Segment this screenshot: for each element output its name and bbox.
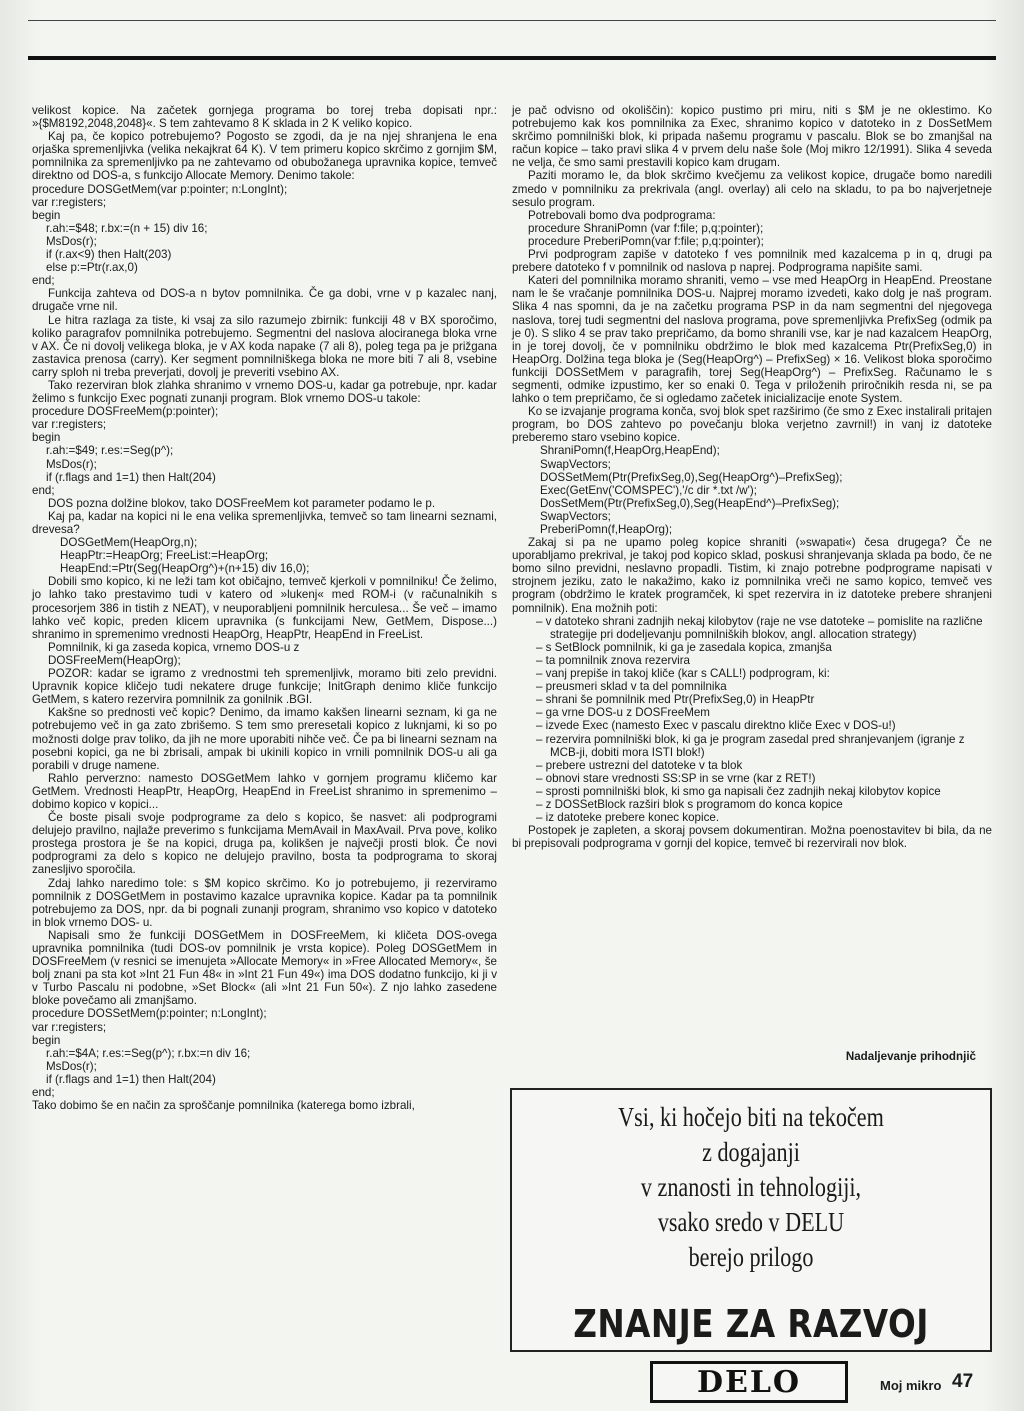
code-line: SwapVectors; bbox=[540, 509, 611, 523]
code-line: SwapVectors; bbox=[540, 457, 611, 471]
paragraph: Postopek je zapleten, a skoraj povsem dokumentiran. Možna poenostavitev bi bila, da ne bi prepisovali podprograma v gornji del kopice, temveč bi rezervirali nov blok. bbox=[512, 824, 992, 851]
list-item: – prebere ustrezni del datoteke v ta blok bbox=[536, 758, 743, 772]
code-line: MsDos(r); bbox=[46, 457, 97, 471]
code-line: begin bbox=[32, 208, 61, 222]
paragraph: Potrebovali bomo dva podprograma: bbox=[528, 208, 716, 222]
list-item: – preusmeri sklad v ta del pomnilnika bbox=[536, 680, 727, 694]
promo-headline: ZNANJE ZA RAZVOJ bbox=[573, 1302, 929, 1346]
code-line: MsDos(r); bbox=[46, 234, 97, 248]
promo-line: z dogajanji bbox=[702, 1137, 800, 1167]
header-rule bbox=[28, 56, 996, 60]
paragraph: Funkcija zahteva od DOS-a n bytov pomnilnika. Če ga dobi, vrne v p kazalec nanj, drugače vrne nil. bbox=[32, 287, 497, 314]
paragraph: Kaj pa, če kopico potrebujemo? Pogosto se zgodi, da je na njej shranjena le ena orjaška spremenljivka (velika nekajkrat 64 K). V tem primeru kopico skrčimo z gornjim $M, pomnilnika za spremenljivko pa ne zahtevamo od obubožanega upravnika kopice, temveč direktno od DOS-a, s funkcijo Allocate Memory. Denimo takole: bbox=[32, 130, 497, 183]
paragraph: Zdaj lahko naredimo tole: s $M kopico skrčimo. Ko jo potrebujemo, ji rezerviramo pomnilnik z DOSGetMem in postavimo kazalce upravnika kopice. Kadar pa ta pomnilnik potrebujemo za DOS, npr. da bi pognali zunanji program, shranimo vso kopico v datoteko in blok vrnemo DOS- u. bbox=[32, 876, 497, 929]
promo-box bbox=[510, 1088, 992, 1352]
list-item: – v datoteko shrani zadnjih nekaj kilobytov (raje ne vse datoteke – pomislite na različne strategije pri dodeljevanju pomnilniških blokov, angl. allocation strategy) bbox=[536, 614, 983, 641]
code-line: if (r.ax<9) then Halt(203) bbox=[46, 248, 172, 262]
code-line: DosSetMem(Ptr(PrefixSeg,0),Seg(HeapEnd^)–PrefixSeg); bbox=[540, 496, 840, 510]
paragraph: Rahlo perverzno: namesto DOSGetMem lahko v gornjem programu kličemo kar GetMem. Vrednosti HeapPtr, HeapOrg, HeapEnd in FreeList shranimo in spremenimo – dobimo kopico v kopici... bbox=[32, 771, 497, 811]
paragraph: Pomnilnik, ki ga zaseda kopica, vrnemo DOS-u z bbox=[48, 640, 300, 654]
paragraph: Ko se izvajanje programa konča, svoj blok spet razširimo (če smo z Exec instalirali pritajen program, bo DOS zahtevo po povečanju bloka verjetno zavrnil!) in vanj iz datoteke preberemo staro vsebino kopice. bbox=[512, 405, 992, 445]
promo-line: berejo prilogo bbox=[688, 1242, 814, 1272]
code-line: HeapEnd:=Ptr(Seg(HeapOrg^)+(n+15) div 16,0); bbox=[60, 562, 310, 576]
delo-logo bbox=[650, 1361, 848, 1403]
code-line: if (r.flags and 1=1) then Halt(204) bbox=[46, 1072, 216, 1086]
code-line: r.ah:=$48; r.bx:=(n + 15) div 16; bbox=[46, 221, 208, 235]
code-line: procedure DOSGetMem(var p:pointer; n:LongInt); bbox=[32, 182, 288, 196]
code-line: procedure DOSSetMem(p:pointer; n:LongInt); bbox=[32, 1007, 267, 1021]
promo-line: Vsi, ki hočejo biti na tekočem bbox=[618, 1102, 884, 1132]
code-line: end; bbox=[32, 483, 55, 497]
code-line: var r:registers; bbox=[32, 195, 107, 209]
right-column bbox=[512, 104, 992, 850]
paragraph: Paziti moramo le, da blok skrčimo kvečjemu za velikost kopice, drugače bomo naredili zmedo v pomnilniku za prekrivala (angl. overlay) ali celo na skladu, to pa bo najverjetneje sesulo program. bbox=[512, 169, 992, 209]
paragraph: Dobili smo kopico, ki ne leži tam kot običajno, temveč kjerkoli v pomnilniku! Če želimo, jo lahko tako prestavimo tudi v katero od »lukenj« med ROM-i (v računalnikih s procesorjem 386 in tistih z NEAT), v neuporabljeni pomnilnik herculesa... Še več – imamo lahko več kopic, preden klicem upravnika (s funkcijami New, GetMem, Dispose...) shranimo in spremenimo vrednosti HeapOrg, HeapPtr, HeapEnd in FreeList. bbox=[32, 575, 497, 641]
list-item: – iz datoteke prebere konec kopice. bbox=[536, 811, 720, 825]
list-item: – izvede Exec (namesto Exec v pascalu direktno kliče Exec v DOS-u!) bbox=[536, 719, 896, 733]
promo-line: vsako sredo v DELU bbox=[657, 1207, 845, 1237]
list-item: – rezervira pomnilniški blok, ki ga je program zasedal pred shranjevanjem (igranje z MCB-ji, dobiti mora ISTI blok!) bbox=[536, 732, 965, 759]
delo-logo-text: DELO bbox=[696, 1364, 802, 1400]
list-item: – shrani še pomnilnik med Ptr(PrefixSeg,0) in HeapPtr bbox=[536, 693, 815, 707]
paragraph: procedure PreberiPomn(var f:file; p,q:pointer); bbox=[528, 234, 764, 248]
code-line: Exec(GetEnv('COMSPEC'),'/c dir *.txt /w'); bbox=[540, 483, 757, 497]
page-number: 47 bbox=[952, 1371, 974, 1392]
code-line: r.ah:=$49; r.es:=Seg(p^); bbox=[46, 444, 174, 458]
promo-text bbox=[512, 1090, 990, 1275]
code-line: var r:registers; bbox=[32, 1020, 107, 1034]
paragraph: procedure ShraniPomn (var f:file; p,q:pointer); bbox=[528, 221, 764, 235]
code-line: PreberiPomn(f,HeapOrg); bbox=[540, 523, 673, 536]
list-item: – s SetBlock pomnilnik, ki ga je zasedala kopica, zmanjša bbox=[536, 640, 832, 654]
list-item: – z DOSSetBlock razširi blok s programom do konca kopice bbox=[536, 797, 843, 811]
paragraph: Kateri del pomnilnika moramo shraniti, vemo – vse med HeapOrg in HeapEnd. Preostane nam le še vračanje pomnilnika DOS-u. Najprej moramo izvedeti, kako dolg je naš program. Slika 4 nas spomni, da je na začetku programa PSP in da nam segmentni del njegovega naslova, torej tudi segmentni del naslova programa, pove spremenljivka PrefixSeg (odmik pa je 0). S sliko 4 se prav tako prepričamo, da bomo shranili vse, kar je nad kazalcem HeapOrg, in je torej dovolj, če v pomnilniku obdržimo le blok med kazalcema Ptr(PrefixSeg,0) in HeapOrg. Dolžina tega bloka je (Seg(HeapOrg^) – PrefixSeg) × 16. Velikost bloka sporočimo funkciji DOSSetMem v paragrafih, torej Seg(HeapOrg^) – PrefixSeg. Računamo le s segmenti, odmike izpustimo, ker so enaki 0. Tega v priloženih priročnikih resda ni, se pa lahko o tem prepričamo, če si ogledamo začetek inicializacije enote System. bbox=[512, 274, 992, 406]
code-line: end; bbox=[32, 274, 55, 288]
code-line: DOSSetMem(Ptr(PrefixSeg,0),Seg(HeapOrg^)–PrefixSeg); bbox=[540, 470, 843, 484]
paragraph: POZOR: kadar se igramo z vrednostmi teh spremenljivk, moramo biti zelo previdni. Upravnik kopice kličejo tudi nekatere druge funkcije; InitGraph denimo kliče funkcijo GetMem, s katero rezervira pomnilnik za gonilnik .BGI. bbox=[32, 667, 497, 707]
paragraph: Kakšne so prednosti več kopic? Denimo, da imamo kakšen linearni seznam, ki ga ne potrebujemo več in ga zato zbrišemo. S tem smo preresetali kopico z luknjami, ki so po možnosti dolge prav toliko, da jih ne more uporabiti nihče več. Če pa bi linearni seznam na posebni kopici, ga ne bi zbrisali, ampak bi ukinili kopico in vrnili pomnilnik DOS-u ali ga porabili v druge namene. bbox=[32, 706, 497, 772]
paragraph: Kaj pa, kadar na kopici ni le ena velika spremenljivka, temveč so tam linearni seznami, drevesa? bbox=[32, 509, 497, 536]
left-column bbox=[32, 104, 497, 1112]
paragraph: DOS pozna dolžine blokov, tako DOSFreeMem kot parameter podamo le p. bbox=[48, 496, 436, 510]
paragraph: velikost kopice. Na začetek gornjega programa bo torej treba dopisati npr.: »{$M8192,2048,2048}«. S tem zahtevamo 8 K sklada in 2 K veliko kopico. bbox=[32, 104, 497, 131]
footer-magazine-name: Moj mikro bbox=[880, 1378, 942, 1393]
code-line: HeapPtr:=HeapOrg; FreeList:=HeapOrg; bbox=[60, 549, 269, 563]
paragraph: Le hitra razlaga za tiste, ki vsaj za silo razumejo zbirnik: funkciji 48 v BX sporočimo, koliko paragrafov pomnilnika potrebujemo. Segmentni del naslova alociranega bloka vrne v AX. Če ni dovolj velikega bloka, je v AX koda napake (7 ali 8), poleg tega pa je prižgana zastavica prenosa (carry). Ker segment pomnilniškega bloka ne more biti 7 ali 8, vsebine carry sploh ni treba preverjati, dovolj je preveriti vsebino AX. bbox=[32, 313, 497, 379]
code-line: var r:registers; bbox=[32, 418, 107, 432]
list-item: – ga vrne DOS-u z DOSFreeMem bbox=[536, 706, 710, 720]
paragraph: Tako rezerviran blok zlahka shranimo v vrnemo DOS-u, kadar ga potrebuje, npr. kadar želimo s funkcijo Exec pognati zunanji program. Blok vrnemo DOS-u takole: bbox=[32, 378, 497, 406]
code-line: MsDos(r); bbox=[46, 1059, 97, 1073]
promo-line: v znanosti in tehnologiji, bbox=[640, 1172, 862, 1202]
paragraph: je pač odvisno od okoliščin): kopico pustimo pri miru, niti s $M je ne oklestimo. Ko potrebujemo kak kos pomnilnika za Exec, shranimo kopico v datoteko in z DosSetMem skrčimo pomnilniški blok, ki pripada našemu programu v pascalu. Blok se bo zmanjšal na račun kopice – tako pravi slika 4 v prvem delu naše šole (Moj mikro 12/1991). Slika 4 seveda ne velja, če smo sami prestavili kopico kam drugam. bbox=[512, 104, 992, 170]
top-rule bbox=[28, 20, 996, 21]
paragraph: DOSFreeMem(HeapOrg); bbox=[48, 653, 181, 667]
paragraph: Prvi podprogram zapiše v datoteko f ves pomnilnik med kazalcema p in q, drugi pa prebere datoteko f v pomnilnik od naslova p naprej. Podprograma napišite sami. bbox=[512, 248, 992, 275]
list-item: – sprosti pomnilniški blok, ki smo ga napisali čez zadnjih nekaj kilobytov kopice bbox=[536, 784, 941, 798]
code-line: procedure DOSFreeMem(p:pointer); bbox=[32, 405, 219, 419]
list-item: – vanj prepiše in takoj kliče (kar s CALL!) podprogram, ki: bbox=[536, 667, 830, 681]
paragraph: Napisali smo že funkciji DOSGetMem in DOSFreeMem, ki kličeta DOS-ovega upravnika pomnilnika (tudi DOS-ov pomnilnik je vrsta kopice). Poleg DOSGetMem in DOSFreeMem (v resnici se imenujeta »Allocate Memory« in »Free Allocated Memory«, še bolj znani pa sta kot »Int 21 Fun 48« in »Int 21 Fun 49«) ima DOS dodatno funkcijo, ki ji v v Turbo Pascalu ni podobne, »Set Block« (ali »Int 21 Fun 50«). Z njo lahko zasedene bloke povečamo ali zmanjšamo. bbox=[32, 928, 497, 1008]
code-line: ShraniPomn(f,HeapOrg,HeapEnd); bbox=[540, 444, 720, 458]
list-item: – obnovi stare vrednosti SS:SP in se vrne (kar z RET!) bbox=[536, 771, 816, 785]
code-line: DOSGetMem(HeapOrg,n); bbox=[60, 536, 198, 550]
code-line: end; bbox=[32, 1086, 55, 1100]
code-line: begin bbox=[32, 1033, 61, 1047]
paragraph: Če boste pisali svoje podprograme za delo s kopico, še nasvet: ali podprogrami delujejo pravilno, najlaže preverimo s funkcijama MemAvail in MaxAvail. Prva pove, koliko prostega prostora je še na kopici, druga pa, kolikšen je največji prosti blok. Če novi podprogrami za delo s kopico ne delujejo pravilno, bosta ta podprograma to skoraj zanesljivo sporočila. bbox=[32, 811, 497, 877]
code-line: r.ah:=$4A; r.es:=Seg(p^); r.bx:=n div 16; bbox=[46, 1046, 251, 1060]
paragraph: Zakaj si pa ne upamo poleg kopice shraniti (»swapati«) česa drugega? Če ne uporabljamo prekrival, je takoj pod kopico sklad, poskusi shranjevanja sklada pa bodo, če ne bomo silno previdni, neslavno propadli. Tistim, ki znajo potrebne podprograme napisati v strojnem jeziku, zato le nakažimo, kako iz pomnilnika vreči ne samo kopico, temveč ves program (obdržimo le kratek programček, ki spet rezervira in iz datoteke prebere shranjeni pomnilnik). Ena možnih poti: bbox=[512, 536, 992, 615]
paragraph: Tako dobimo še en način za sproščanje pomnilnika (katerega bomo izbrali, bbox=[32, 1099, 415, 1113]
list-item: – ta pomnilnik znova rezervira bbox=[536, 653, 691, 667]
continuation-note: Nadaljevanje prihodnjič bbox=[845, 1050, 976, 1063]
code-line: begin bbox=[32, 431, 61, 445]
code-line: if (r.flags and 1=1) then Halt(204) bbox=[46, 470, 216, 484]
code-line: else p:=Ptr(r.ax,0) bbox=[46, 261, 138, 275]
